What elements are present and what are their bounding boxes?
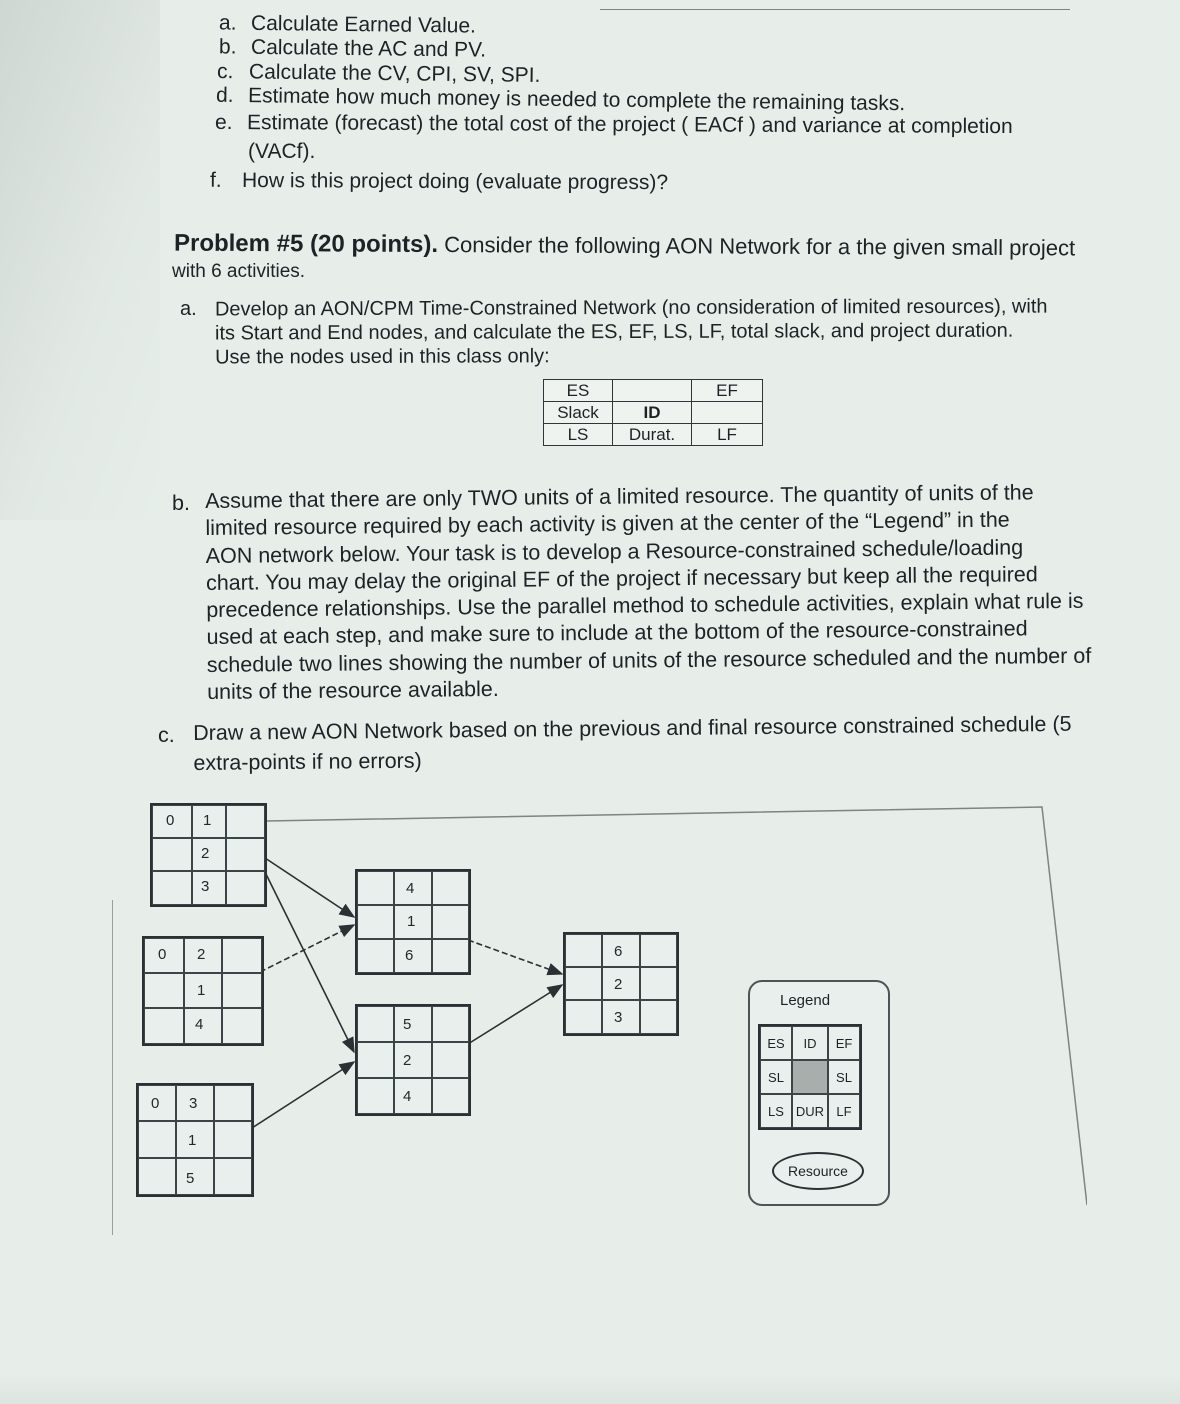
arrow-2-to-4: [260, 925, 354, 972]
key-id: ID: [613, 402, 692, 424]
node-cell: [176, 1158, 214, 1195]
part-c-marker: c.: [158, 723, 175, 747]
legend-title: Legend: [780, 992, 831, 1009]
node-cell: [432, 1042, 469, 1078]
node-2-es: 0: [158, 946, 167, 963]
list-item-d: d. Estimate how much money is needed to complete the remaining tasks.: [215, 83, 906, 116]
list-item-c: c. Calculate the CV, CPI, SV, SPI.: [216, 60, 541, 87]
node-cell: [152, 838, 192, 871]
arrow-4-to-6: [468, 940, 562, 974]
arrow-5-to-6: [468, 985, 562, 1044]
list-item-a: a. Calculate Earned Value.: [218, 11, 477, 38]
node-2-duration: 4: [195, 1016, 204, 1033]
list-item-f: f. How is this project doing (evaluate progress)?: [209, 168, 669, 195]
node-cell: [357, 939, 394, 973]
problem-subtitle: with 6 activities.: [172, 261, 306, 282]
node-cell: [394, 1006, 432, 1042]
legend-resource-label: Resource: [772, 1152, 864, 1190]
list-item-b: b. Calculate the AC and PV.: [218, 35, 487, 62]
node-6-duration: 3: [614, 1009, 623, 1026]
node-cell: [222, 1008, 262, 1044]
legend-ls: LS: [760, 1094, 792, 1128]
node-cell: [394, 1042, 432, 1078]
list-item-e-cont: (VACf).: [248, 140, 316, 163]
node-5-id: 5: [403, 1016, 412, 1033]
arrow-3-to-5: [252, 1062, 354, 1128]
node-cell: [226, 871, 265, 905]
key-ef: EF: [692, 380, 763, 402]
node-6-id: 6: [614, 943, 623, 960]
node-3-es: 0: [151, 1095, 160, 1112]
node-2-id: 2: [197, 946, 206, 963]
list-item-e: e. Estimate (forecast) the total cost of the project ( EACf ) and variance at completion: [214, 110, 1013, 139]
legend-lf: LF: [828, 1094, 860, 1128]
node-3-resource: 1: [188, 1132, 197, 1149]
node-cell: [565, 1000, 602, 1034]
legend-es: ES: [760, 1026, 792, 1060]
part-c-text: Draw a new AON Network based on the previous and final resource constrained schedule (5 extra-points if no errors): [193, 711, 1072, 775]
legend-sl-right: SL: [828, 1060, 860, 1094]
node-cell: [222, 938, 262, 973]
node-cell: [565, 934, 602, 967]
node-cell: [152, 871, 192, 905]
node-cell: [432, 871, 469, 905]
key-ls: LS: [544, 424, 613, 446]
legend-box: [748, 980, 890, 1206]
legend-ef: EF: [828, 1026, 860, 1060]
part-a-marker: a.: [180, 298, 197, 320]
node-cell: [144, 1008, 184, 1044]
key-lf: LF: [692, 424, 763, 446]
legend-sl-left: SL: [760, 1060, 792, 1094]
node-3-id: 3: [189, 1095, 198, 1112]
key-es: ES: [544, 380, 613, 402]
part-a-text: Develop an AON/CPM Time-Constrained Network (no consideration of limited resources), with its Start and End nodes, and calculate the ES, EF, LS, LF, total slack, and project duration. Use the nodes used in this class only:: [214, 295, 1048, 369]
node-cell: [226, 805, 265, 838]
node-4-resource: 1: [407, 913, 416, 930]
node-cell: [138, 1121, 176, 1158]
node-cell: [214, 1121, 252, 1158]
node-cell: [226, 838, 265, 871]
node-5-duration: 4: [403, 1088, 412, 1105]
node-3-duration: 5: [186, 1170, 195, 1187]
node-cell: [357, 1042, 394, 1078]
node-cell: [138, 1158, 176, 1195]
key-durat: Durat.: [613, 424, 692, 446]
part-b-text: Assume that there are only TWO units of a limited resource. The quantity of units of the limited resource required by each activity is given at the center of the “Legend” in the AON network below. Your task is to develop a Resource-constrained schedule/loading chart. You may delay the original EF of the project if necessary but keep all the required precedence relationships. Use the parallel method to schedule activities, explain what rule is used at each step, and make sure to include at the bottom of the resource-constrained schedule two lines showing the number of units of the resource scheduled and the number of units of the resource available.: [205, 480, 1092, 705]
node-1-es: 0: [166, 812, 175, 829]
node-2-resource: 1: [197, 982, 206, 999]
node-cell: [357, 905, 394, 939]
node-cell: [144, 973, 184, 1008]
legend-resource-cell: [792, 1060, 828, 1094]
node-4-id: 4: [406, 880, 415, 897]
legend-dur: DUR: [792, 1094, 828, 1128]
arrow-1-to-5: [264, 870, 354, 1052]
node-6-resource: 2: [614, 976, 623, 993]
legend-id: ID: [792, 1026, 828, 1060]
node-cell: [640, 967, 677, 1000]
node-1-resource: 2: [201, 845, 210, 862]
problem-title: Problem #5 (20 points). Consider the following AON Network for a the given small project: [173, 229, 1076, 261]
node-activity-5: [355, 1004, 471, 1116]
node-cell: [357, 1078, 394, 1114]
node-cell: [640, 934, 677, 967]
part-b-marker: b.: [172, 491, 190, 515]
node-cell: [432, 939, 469, 973]
node-5-resource: 2: [403, 1052, 412, 1069]
node-cell: [357, 871, 394, 905]
node-cell: [432, 1006, 469, 1042]
node-1-duration: 3: [201, 878, 210, 895]
legend-node: [758, 1024, 862, 1130]
node-cell: [432, 905, 469, 939]
node-cell: [214, 1158, 252, 1195]
node-cell: [640, 1000, 677, 1034]
node-cell: [214, 1085, 252, 1121]
node-cell: [222, 973, 262, 1008]
key-slack: Slack: [544, 402, 613, 424]
node-cell: [394, 1078, 432, 1114]
node-cell: [432, 1078, 469, 1114]
arrow-1-to-4: [262, 856, 354, 917]
node-cell: [565, 967, 602, 1000]
node-1-id: 1: [203, 812, 212, 829]
node-4-duration: 6: [405, 947, 414, 964]
node-cell: [357, 1006, 394, 1042]
